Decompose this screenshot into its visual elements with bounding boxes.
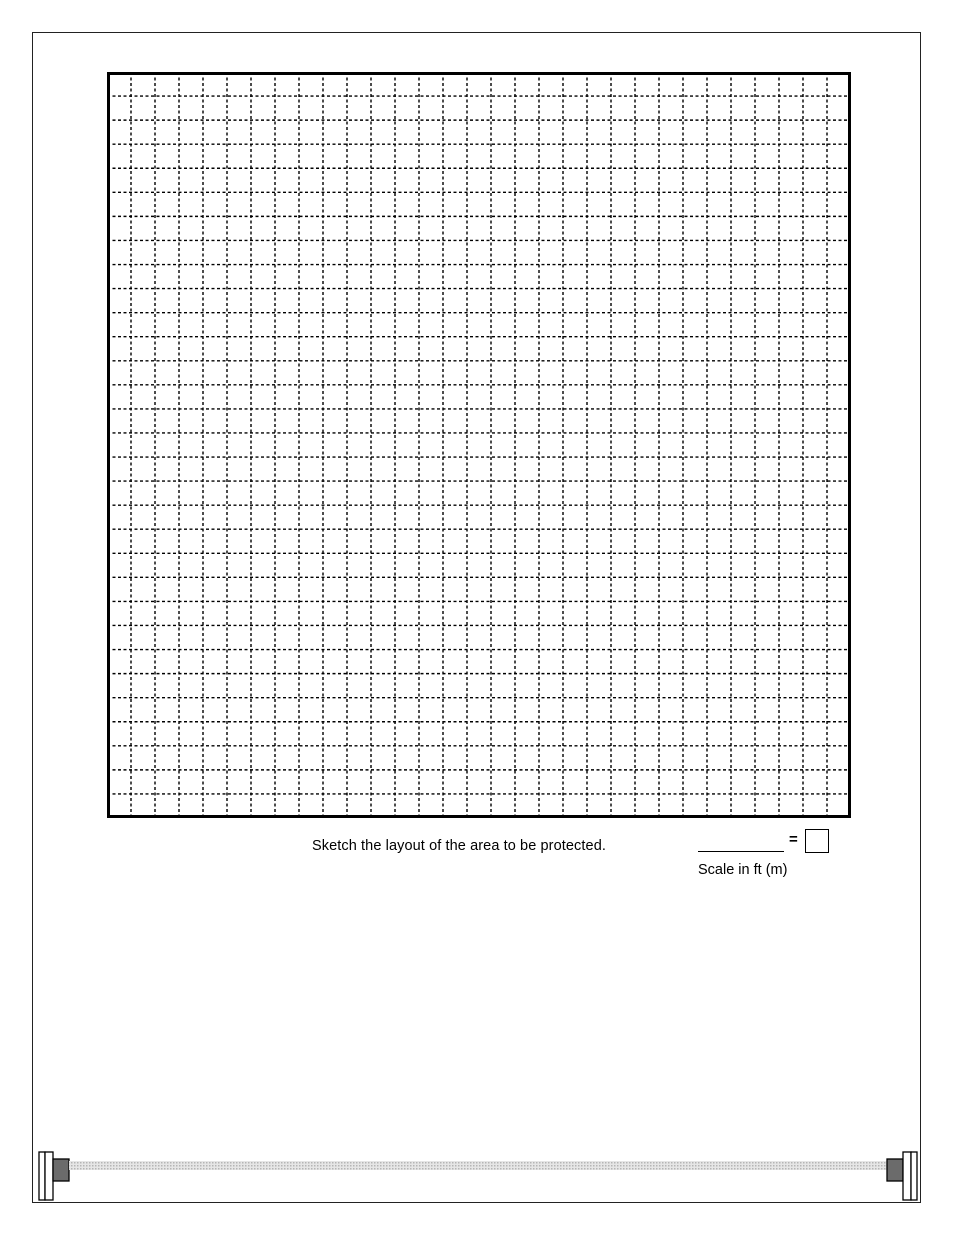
grid-lines xyxy=(107,72,851,818)
footer-left-cap-icon xyxy=(39,1152,69,1200)
scale-value-line[interactable] xyxy=(698,851,784,852)
scale-equals-sign: = xyxy=(789,831,798,848)
sketch-grid-svg xyxy=(107,72,851,818)
grid-border xyxy=(109,74,850,817)
footer-right-cap-icon xyxy=(887,1152,917,1200)
sketch-caption: Sketch the layout of the area to be protected. xyxy=(312,838,606,854)
scale-label: Scale in ft (m) xyxy=(698,862,788,878)
footer-decorative-bar xyxy=(38,1150,920,1202)
scale-unit-box[interactable] xyxy=(805,829,829,853)
footer-bar-graphic xyxy=(38,1150,920,1202)
sketch-grid[interactable] xyxy=(107,72,851,818)
